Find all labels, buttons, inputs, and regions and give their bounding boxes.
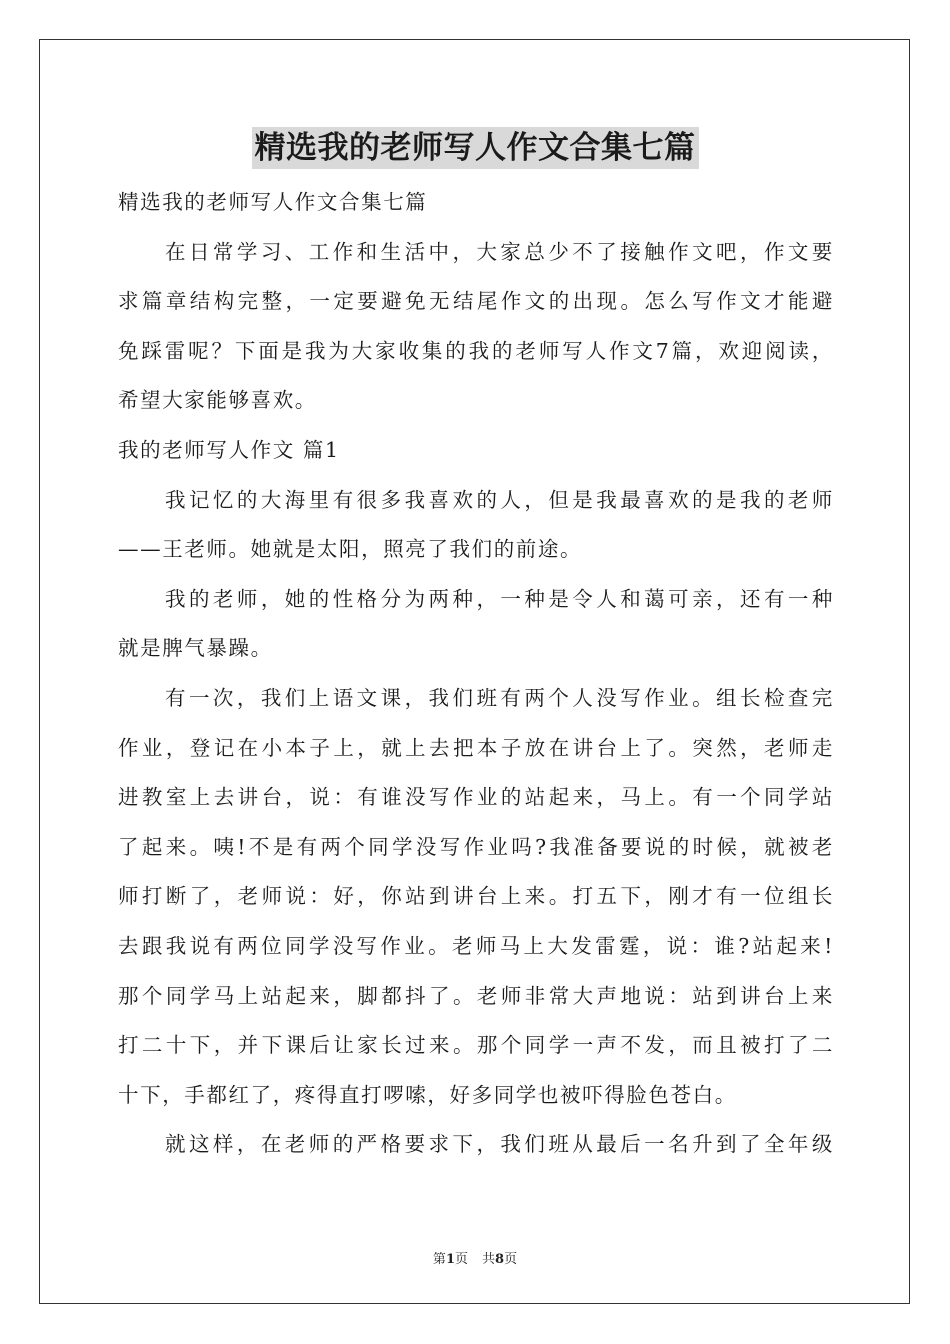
paragraph-line: 希望大家能够喜欢。 <box>118 388 317 413</box>
paragraph-line: 了起来。咦!不是有两个同学没写作业吗?我准备要说的时候，就被老 <box>118 834 834 859</box>
paragraph-line: ——王老师。她就是太阳，照亮了我们的前途。 <box>118 537 583 562</box>
paragraph-line: 十下，手都红了，疼得直打啰嗦，好多同学也被吓得脸色苍白。 <box>118 1082 737 1107</box>
paragraph-line: 就是脾气暴躁。 <box>118 636 273 661</box>
paragraph-line: 那个同学马上站起来，脚都抖了。老师非常大声地说：站到讲台上来 <box>118 983 834 1008</box>
total-suffix: 页 <box>504 1252 518 1267</box>
section-heading: 我的老师写人作文 篇1 <box>118 437 340 462</box>
subtitle-line: 精选我的老师写人作文合集七篇 <box>118 190 428 214</box>
total-pages: 8 <box>495 1252 505 1267</box>
paragraph-line: 我记忆的大海里有很多我喜欢的人，但是我最喜欢的是我的老师 <box>165 487 834 512</box>
paragraph-line: 作业，登记在小本子上，就上去把本子放在讲台上了。突然，老师走 <box>118 735 834 760</box>
paragraph-line: 免踩雷呢？下面是我为大家收集的我的老师写人作文7篇，欢迎阅读， <box>118 338 834 363</box>
paragraph-line: 去跟我说有两位同学没写作业。老师马上大发雷霆，说：谁?站起来! <box>118 933 834 958</box>
paragraph-line: 有一次，我们上语文课，我们班有两个人没写作业。组长检查完 <box>165 685 834 710</box>
paragraph-line: 打二十下，并下课后让家长过来。那个同学一声不发，而且被打了二 <box>118 1033 834 1058</box>
paragraph-line: 进教室上去讲台，说：有谁没写作业的站起来，马上。有一个同学站 <box>118 785 834 810</box>
document-body <box>118 178 834 1170</box>
total-prefix: 共 <box>482 1252 496 1267</box>
paragraph-line: 求篇章结构完整，一定要避免无结尾作文的出现。怎么写作文才能避 <box>118 289 834 314</box>
page-suffix: 页 <box>454 1252 468 1267</box>
paragraph-line: 在日常学习、工作和生活中，大家总少不了接触作文吧，作文要 <box>165 239 834 264</box>
paragraph-line: 我的老师，她的性格分为两种，一种是令人和蔼可亲，还有一种 <box>165 586 834 611</box>
page-number: 1 <box>445 1252 455 1267</box>
page-footer <box>0 1248 950 1267</box>
document-title: 精选我的老师写人作文合集七篇 <box>252 127 699 169</box>
title-container <box>0 127 950 169</box>
paragraph-line: 师打断了，老师说：好，你站到讲台上来。打五下，刚才有一位组长 <box>118 884 834 909</box>
paragraph-line: 就这样，在老师的严格要求下，我们班从最后一名升到了全年级 <box>165 1132 834 1157</box>
page-prefix: 第 <box>432 1252 446 1267</box>
